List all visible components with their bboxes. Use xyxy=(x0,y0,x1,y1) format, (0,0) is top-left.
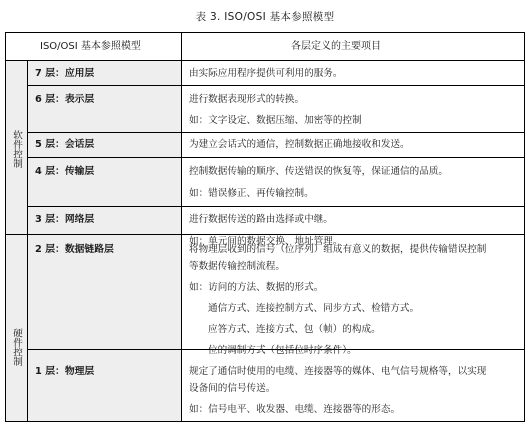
layer-2-line: 如：访问的方法、数据的形式。 xyxy=(189,282,324,293)
layer-6-label: 6 层：表示层 xyxy=(35,94,95,105)
group-software-control: 软件控制 xyxy=(11,130,22,169)
layer-1-label: 1 层：物理层 xyxy=(35,366,95,377)
layer-2-line: 等数据传输控制流程。 xyxy=(189,261,285,272)
iso-osi-reference-table xyxy=(5,32,525,422)
layer-7-label: 7 层：应用层 xyxy=(35,68,95,79)
layer-2-line: 将物理层收到的信号（位序列）组成有意义的数据，提供传输错误控制 xyxy=(189,244,487,255)
layer-2-line: 位的调制方式（包括位时序条件）。 xyxy=(208,345,357,356)
layer-3-label: 3 层：网络层 xyxy=(35,214,95,225)
layer-2-label: 2 层：数据链路层 xyxy=(35,244,114,255)
layer-1-line: 如：信号电平、收发器、电缆、连接器等的形态。 xyxy=(189,404,401,415)
layer-2-line: 通信方式、连接控制方式、同步方式、检错方式。 xyxy=(208,303,420,314)
table-caption: 表 3. ISO/OSI 基本参照模型 xyxy=(195,11,335,23)
layer-4-line: 控制数据传输的顺序、传送错误的恢复等，保证通信的品质。 xyxy=(189,166,449,177)
layer-1-line: 设备间的信号传送。 xyxy=(189,383,276,394)
layer-5-line: 为建立会话式的通信，控制数据正确地接收和发送。 xyxy=(189,139,410,150)
layer-3-line: 进行数据传送的路由选择或中继。 xyxy=(189,214,333,225)
layer-4-line: 如：错误修正、再传输控制。 xyxy=(189,188,314,199)
layer-1-line: 规定了通信时使用的电缆、连接器等的媒体、电气信号规格等，以实现 xyxy=(189,366,487,377)
header-items-label: 各层定义的主要项目 xyxy=(291,41,381,52)
layer-4-label: 4 层：传输层 xyxy=(35,166,95,177)
layer-7-line: 由实际应用程序提供可利用的服务。 xyxy=(189,68,343,79)
group-hardware-control: 硬件控制 xyxy=(11,328,22,367)
layer-6-line: 进行数据表现形式的转换。 xyxy=(189,94,305,105)
layer-6-line: 如：文字设定、数据压缩、加密等的控制 xyxy=(189,115,362,126)
header-model-label: ISO/OSI 基本参照模型 xyxy=(40,41,141,52)
layer-5-label: 5 层：会话层 xyxy=(35,139,95,150)
layer-2-line: 应答方式、连接方式、包（帧）的构成。 xyxy=(208,324,381,335)
layer-3-line: 如：单元间的数据交换、地址管理。 xyxy=(189,236,343,247)
